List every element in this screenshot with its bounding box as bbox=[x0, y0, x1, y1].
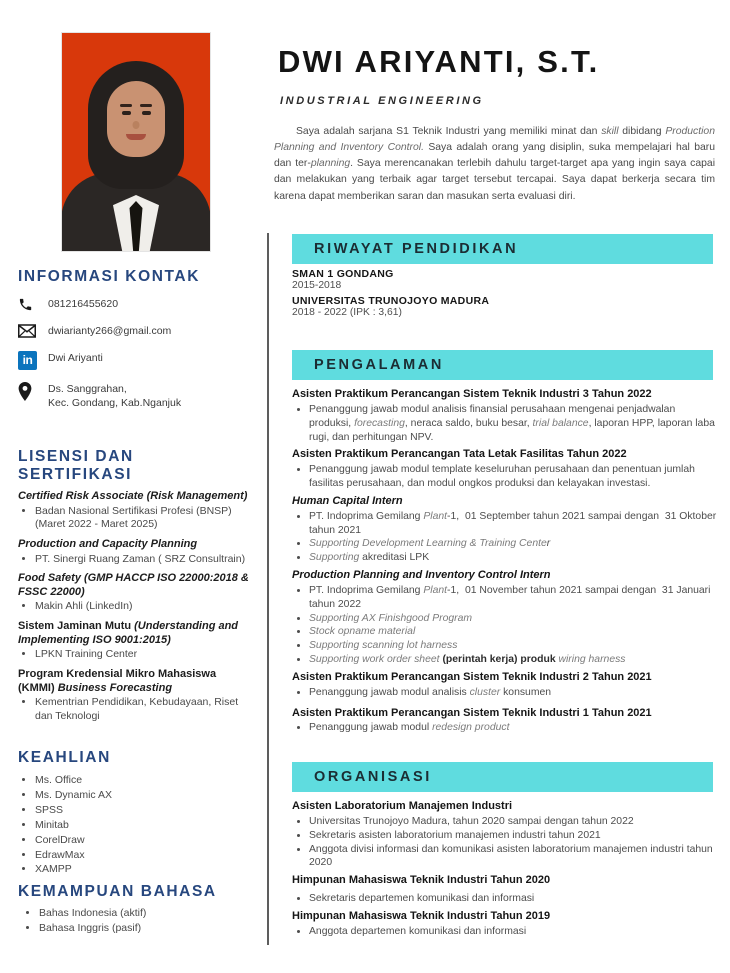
list-item: • Bahasa Inggris (pasif) bbox=[39, 922, 250, 936]
photo-mouth bbox=[126, 134, 146, 140]
list-item: • PT. Indoprima Gemilang Plant-1, 01 September tahun 2021 sampai dengan 31 Oktober tahun 2021 bbox=[309, 510, 717, 538]
list-item: • Bahas Indonesia (aktif) bbox=[39, 907, 250, 921]
experience-bullets-4 bbox=[292, 686, 717, 700]
page-title: DWI ARIYANTI, S.T. bbox=[278, 44, 600, 79]
job-subtitle: INDUSTRIAL ENGINEERING bbox=[280, 95, 484, 107]
list-item: • Makin Ahli (LinkedIn) bbox=[35, 600, 250, 614]
sidebar bbox=[0, 0, 262, 973]
license-title-4-plain: Program Kredensial Mikro Mahasiswa (KMMI) bbox=[18, 667, 217, 694]
license-title-1: Production and Capacity Planning bbox=[18, 537, 198, 550]
license-bullets-2 bbox=[21, 600, 250, 614]
organization-heading: ORGANISASI bbox=[314, 769, 432, 785]
location-pin-icon bbox=[18, 381, 48, 401]
list-item: • Penanggung jawab modul redesign product bbox=[309, 721, 717, 735]
linkedin-icon bbox=[18, 350, 48, 370]
education-section bbox=[292, 268, 717, 320]
photo-eye-left bbox=[122, 111, 131, 115]
list-item: • Supporting AX Finishgood Program bbox=[309, 612, 717, 626]
contact-address bbox=[18, 381, 250, 411]
contact-email[interactable] bbox=[18, 323, 250, 339]
education-school-0: SMAN 1 GONDANG bbox=[292, 268, 394, 280]
skills-section bbox=[18, 749, 250, 877]
license-title-0: Certified Risk Associate (Risk Management) bbox=[18, 490, 248, 502]
profile-summary: Saya adalah sarjana S1 Teknik Industri yang memiliki minat dan skill dibidang Production Planning and Inventory Control. Saya adalah orang yang disiplin, suka mempelajari hal baru dan ter-planning. Saya merencanakan terlebih dahulu target-target apa yang ingin saya capai dan melakukan yang terbaik agar target tersebut tercapai. Saya dapat berkerja secara tim karena dapat memberikan saran dan masukan serta evaluasi diri. bbox=[274, 126, 716, 202]
license-title-3 bbox=[18, 620, 250, 647]
experience-title-3: Production Planning and Inventory Control Intern bbox=[292, 569, 551, 582]
list-item: • XAMPP bbox=[35, 862, 250, 877]
list-item: • Anggota divisi informasi dan komunikasi asisten laboratorium manajemen industri tahun 2020 bbox=[309, 843, 717, 871]
organization-bullets-0 bbox=[292, 815, 717, 870]
photo-eye-right bbox=[142, 111, 151, 115]
phone-icon bbox=[18, 296, 48, 312]
education-school-1: UNIVERSITAS TRUNOJOYO MADURA bbox=[292, 295, 490, 307]
photo-eyebrow-left bbox=[120, 104, 132, 107]
organization-title-1: Himpunan Mahasiswa Teknik Industri Tahun 2020 bbox=[292, 874, 551, 887]
contact-email-value: dwiarianty266@gmail.com bbox=[48, 325, 172, 337]
license-bullets-4 bbox=[21, 696, 250, 723]
experience-title-4: Asisten Praktikum Perancangan Sistem Teknik Industri 2 Tahun 2021 bbox=[292, 670, 652, 683]
experience-section bbox=[292, 388, 717, 735]
list-item: • EdrawMax bbox=[35, 848, 250, 863]
experience-heading: PENGALAMAN bbox=[314, 357, 444, 373]
experience-bullets-3 bbox=[292, 584, 717, 667]
experience-bullets-0 bbox=[292, 403, 717, 444]
list-item: • Universitas Trunojoyo Madura, tahun 2020 sampai dengan tahun 2022 bbox=[309, 815, 717, 829]
experience-header-bar bbox=[292, 350, 713, 380]
list-item: • Penanggung jawab modul analisis finansial perusahaan mengenai penjadwalan produksi, forecasting, neraca saldo, buku besar, trial balance, laporan HPP, laporan laba rugi, dan perhitungan NPV. bbox=[309, 403, 717, 444]
experience-title-1: Asisten Praktikum Perancangan Tata Letak Fasilitas Tahun 2022 bbox=[292, 448, 627, 461]
list-item: • Sekretaris asisten laboratorium manajemen industri tahun 2021 bbox=[309, 829, 717, 843]
list-item: • Supporting work order sheet (perintah kerja) produk wiring harness bbox=[309, 653, 717, 667]
education-detail-0: 2015-2018 bbox=[292, 280, 342, 291]
experience-title-5: Asisten Praktikum Perancangan Sistem Teknik Industri 1 Tahun 2021 bbox=[292, 706, 652, 719]
list-item: • Stock opname material bbox=[309, 625, 717, 639]
list-item: • Supporting akreditasi LPK bbox=[309, 551, 717, 565]
list-item: • Supporting Development Learning & Training Center bbox=[309, 537, 717, 551]
education-header-bar bbox=[292, 234, 713, 264]
education-detail-1: 2018 - 2022 (IPK : 3,61) bbox=[292, 307, 402, 318]
profile-photo bbox=[62, 33, 210, 251]
license-bullets-1 bbox=[21, 553, 250, 567]
languages-section bbox=[18, 883, 250, 936]
licenses-heading: LISENSI DAN SERTIFIKASI bbox=[18, 448, 134, 483]
list-item: • Ms. Dynamic AX bbox=[35, 788, 250, 803]
list-item: • Sekretaris departemen komunikasi dan informasi bbox=[309, 892, 717, 906]
experience-bullets-1 bbox=[292, 463, 717, 491]
languages-list bbox=[21, 907, 250, 935]
address-line-2: Kec. Gondang, Kab.Nganjuk bbox=[48, 396, 182, 409]
contact-heading: INFORMASI KONTAK bbox=[18, 268, 201, 285]
experience-title-2: Human Capital Intern bbox=[292, 494, 403, 507]
list-item: • Anggota departemen komunikasi dan informasi bbox=[309, 925, 717, 939]
organization-title-2: Himpunan Mahasiswa Teknik Industri Tahun 2019 bbox=[292, 909, 551, 922]
contact-section bbox=[18, 268, 250, 422]
license-title-4 bbox=[18, 668, 250, 695]
organization-bullets-1 bbox=[292, 892, 717, 906]
organization-title-0: Asisten Laboratorium Manajemen Industri bbox=[292, 800, 513, 812]
experience-bullets-2 bbox=[292, 510, 717, 565]
list-item: • CorelDraw bbox=[35, 833, 250, 848]
photo-eyebrow-right bbox=[140, 104, 152, 107]
license-bullets-0 bbox=[21, 505, 250, 532]
list-item: • Kementrian Pendidikan, Kebudayaan, Riset dan Teknologi bbox=[35, 696, 250, 723]
list-item: • PT. Indoprima Gemilang Plant-1, 01 November tahun 2021 sampai dengan 31 Januari tahun 2022 bbox=[309, 584, 717, 612]
contact-phone-value: 081216455620 bbox=[48, 298, 119, 310]
organization-header-bar bbox=[292, 762, 713, 792]
contact-phone[interactable] bbox=[18, 296, 250, 312]
education-heading: RIWAYAT PENDIDIKAN bbox=[314, 241, 519, 257]
license-title-4-italic: Business Forecasting bbox=[57, 681, 173, 694]
skills-list bbox=[21, 773, 250, 877]
photo-nose bbox=[133, 121, 140, 129]
list-item: • Badan Nasional Sertifikasi Profesi (BNSP) (Maret 2022 - Maret 2025) bbox=[35, 505, 250, 532]
list-item: • PT. Sinergi Ruang Zaman ( SRZ Consultrain) bbox=[35, 553, 250, 567]
license-title-3-italic: (Understanding and Implementing ISO 9001:2015) bbox=[18, 620, 239, 646]
main-content bbox=[270, 0, 730, 973]
linkedin-badge: in bbox=[18, 351, 37, 370]
list-item: • Minitab bbox=[35, 818, 250, 833]
list-item: • Penanggung jawab modul template keseluruhan perusahaan dan penentuan jumlah fasilitas perusahaan, dan modul ongkos produksi dan kelayakan investasi. bbox=[309, 463, 717, 491]
photo-face bbox=[107, 81, 165, 157]
list-item: • Penanggung jawab modul analisis cluster konsumen bbox=[309, 686, 717, 700]
languages-heading: KEMAMPUAN BAHASA bbox=[18, 883, 217, 900]
skills-heading: KEAHLIAN bbox=[18, 749, 111, 766]
column-divider bbox=[267, 233, 269, 945]
list-item: • SPSS bbox=[35, 803, 250, 818]
list-item: • Ms. Office bbox=[35, 773, 250, 788]
license-title-2: Food Safety (GMP HACCP ISO 22000:2018 & FSSC 22000) bbox=[18, 572, 249, 598]
envelope-icon bbox=[18, 323, 48, 338]
list-item: • LPKN Training Center bbox=[35, 648, 250, 662]
license-bullets-3 bbox=[21, 648, 250, 662]
contact-address-value bbox=[48, 381, 181, 411]
contact-linkedin[interactable] bbox=[18, 350, 250, 370]
address-line-1: Ds. Sanggrahan, bbox=[48, 382, 127, 395]
experience-title-0: Asisten Praktikum Perancangan Sistem Teknik Industri 3 Tahun 2022 bbox=[292, 388, 652, 400]
contact-linkedin-value: Dwi Ariyanti bbox=[48, 351, 103, 364]
licenses-section bbox=[18, 448, 250, 724]
organization-bullets-2 bbox=[292, 925, 717, 939]
list-item: • Supporting scanning lot harness bbox=[309, 639, 717, 653]
experience-bullets-5 bbox=[292, 721, 717, 735]
license-title-3-plain: Sistem Jaminan Mutu bbox=[18, 620, 135, 633]
organization-section bbox=[292, 800, 717, 939]
